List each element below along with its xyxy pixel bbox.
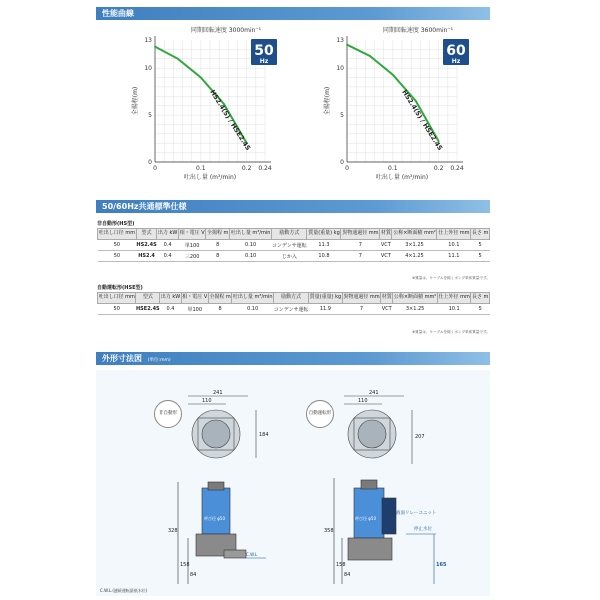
- column-header: 異物通過径 mm: [342, 293, 380, 304]
- dimension-panel: [96, 370, 490, 596]
- column-header: 材質: [380, 229, 392, 240]
- hz-badge-number: 50: [254, 43, 274, 59]
- right-dim-depth: 207: [415, 434, 425, 440]
- x-tick-label: 0.1: [388, 165, 398, 172]
- right-dim-half: 110: [358, 398, 368, 404]
- table-header-row: [98, 293, 490, 304]
- column-header: 公称×断面積 mm²: [393, 293, 438, 304]
- y-tick-label: 0: [148, 159, 152, 166]
- x-tick-label: 0.24: [450, 165, 464, 172]
- column-header: 型式: [136, 293, 160, 304]
- right-top-view: [344, 396, 412, 464]
- hz-badge-unit: Hz: [451, 58, 461, 65]
- cwl-caption: C.W.L.(連続運転最低水位): [100, 588, 148, 593]
- column-header: 異物通過径 mm: [341, 229, 380, 240]
- table-cell: じか入: [272, 251, 307, 262]
- table-cell: 10.1: [437, 304, 470, 315]
- series-point: [392, 74, 394, 76]
- spec-table-hse: [97, 292, 490, 315]
- table-cell: HS2.4: [136, 251, 156, 262]
- table-header-row: [98, 229, 490, 240]
- table-cell: 8: [206, 251, 230, 262]
- badge-auto: 自動運転形: [306, 400, 334, 428]
- table-cell: 0.10: [230, 251, 272, 262]
- x-tick-label: 0.24: [258, 165, 272, 172]
- table-cell: 0.4: [157, 240, 179, 251]
- column-header: 全揚程 m: [206, 229, 230, 240]
- table-cell: HSE2.4S: [136, 304, 160, 315]
- y-tick-label: 5: [340, 112, 344, 120]
- table-cell: VCT: [380, 240, 392, 251]
- hz-badge-unit: Hz: [259, 58, 269, 65]
- table-cell: 50: [98, 304, 136, 315]
- left-top-view: [188, 396, 256, 458]
- spec-table-hs: [97, 228, 490, 262]
- table-cell: 7: [341, 251, 380, 262]
- performance-chart-60hz: [297, 22, 487, 192]
- column-header: 仕上外径 mm: [437, 293, 470, 304]
- left-dim-base: 84: [190, 572, 197, 578]
- table-cell: 0.4: [157, 251, 179, 262]
- x-tick-label: 0.2: [241, 165, 252, 172]
- y-tick-label: 10: [144, 65, 152, 73]
- table-cell: 5: [471, 251, 490, 262]
- left-dim-low: 158: [180, 562, 190, 568]
- badge-non-auto: 非自動形: [154, 400, 182, 428]
- series-label: HS2.4(S) / HSE2.4S: [400, 88, 445, 152]
- column-header: 型式: [136, 229, 156, 240]
- x-axis-label: 吐出し量 (m³/min): [183, 174, 237, 181]
- table-cell: 4×1.25: [392, 251, 437, 262]
- x-tick-label: 0: [153, 165, 157, 172]
- table-cell: 5: [471, 240, 490, 251]
- table-cell: 10.1: [437, 240, 471, 251]
- left-dim-depth: 184: [259, 432, 269, 438]
- column-header: 相・電圧 V: [178, 229, 205, 240]
- series-point: [346, 44, 348, 46]
- table-cell: 8: [206, 240, 230, 251]
- column-header: 励動方式: [274, 293, 309, 304]
- left-dim-height: 328: [168, 528, 178, 534]
- y-axis-label: 全揚程(m): [324, 86, 331, 116]
- section-title: 性能曲線: [102, 9, 134, 18]
- table-row: [98, 304, 490, 315]
- right-dim-low: 158: [336, 562, 346, 568]
- table-cell: 11.9: [309, 304, 343, 315]
- table-cell: コンデンサ運転: [274, 304, 309, 315]
- series-label: HS2.4(S) / HSE2.4S: [208, 88, 253, 152]
- chart-svg-60hz: [297, 22, 487, 192]
- table-cell: 5: [471, 304, 490, 315]
- column-header: 吐出し口径 mm: [98, 293, 136, 304]
- table-cell: コンデンサ運転: [272, 240, 307, 251]
- cwl-marker: C.W.L: [246, 552, 258, 557]
- column-header: 相・電圧 V: [181, 293, 208, 304]
- section-title: 50/60Hz共通標準仕様: [102, 202, 187, 211]
- column-header: 質量(重量) kg: [307, 229, 341, 240]
- table-cell: 3×1.25: [392, 240, 437, 251]
- table-cell: 7: [341, 240, 380, 251]
- right-dim-height: 358: [324, 528, 334, 534]
- column-header: 公称×断面積 mm²: [392, 229, 437, 240]
- left-dim-half: 110: [202, 398, 212, 404]
- table-cell: 8: [208, 304, 232, 315]
- left-dim-width: 241: [213, 390, 223, 396]
- column-header: 材質: [381, 293, 393, 304]
- right-dim-stop: 165: [436, 562, 447, 568]
- table-cell: VCT: [380, 251, 392, 262]
- column-header: 出力 kW: [157, 229, 179, 240]
- section-header-performance: [96, 7, 490, 20]
- performance-chart-50hz: [105, 22, 295, 192]
- y-tick-label: 5: [148, 112, 152, 120]
- table2-title: 自動運転形(HSE型): [97, 285, 143, 291]
- right-dim-bore: 呼び径 φ50: [355, 516, 376, 521]
- right-dim-width: 241: [369, 390, 379, 396]
- table-cell: 11.1: [437, 251, 471, 262]
- column-header: 出力 kW: [160, 293, 182, 304]
- section-title: 外形寸法図: [102, 354, 142, 363]
- chart-svg-50hz: [105, 22, 295, 192]
- table-cell: 50: [98, 251, 137, 262]
- table-row: [98, 240, 490, 251]
- series-point: [200, 77, 202, 79]
- x-tick-label: 0: [345, 165, 349, 172]
- stop-level-label: 停止水位: [414, 527, 432, 532]
- table-cell: 三200: [178, 251, 205, 262]
- column-header: 長さ m: [471, 229, 490, 240]
- y-tick-label: 10: [336, 65, 344, 73]
- series-point: [177, 58, 179, 60]
- table2-note: ※質量は、ケーブルを除くポンプ単体質量です。: [412, 330, 490, 334]
- x-tick-label: 0.1: [196, 165, 206, 172]
- y-tick-label: 13: [336, 37, 344, 44]
- column-header: 全揚程 m: [208, 293, 232, 304]
- table-cell: 10.8: [307, 251, 341, 262]
- table-cell: 3×1.25: [393, 304, 438, 315]
- table1-title: 非自動形(HS型): [97, 221, 135, 227]
- table-cell: 0.10: [232, 304, 274, 315]
- table-cell: 11.3: [307, 240, 341, 251]
- chart-title: 同期回転速度 3600min⁻¹: [382, 27, 453, 34]
- table-cell: 50: [98, 240, 137, 251]
- relay-unit-label: 液面リレーユニット: [396, 511, 437, 516]
- table-cell: 7: [342, 304, 380, 315]
- table-cell: VCT: [381, 304, 393, 315]
- column-header: 励動方式: [272, 229, 307, 240]
- y-axis-label: 全揚程(m): [132, 86, 139, 116]
- column-header: 質量(重量) kg: [309, 293, 343, 304]
- table-cell: HS2.4S: [136, 240, 156, 251]
- table-cell: 単100: [181, 304, 208, 315]
- x-axis-label: 吐出し量 (m³/min): [375, 174, 429, 181]
- y-tick-label: 13: [144, 37, 152, 44]
- series-point: [154, 46, 156, 48]
- column-header: 吐出し口径 mm: [98, 229, 137, 240]
- column-header: 仕上外径 mm: [437, 229, 471, 240]
- series-point: [369, 55, 371, 57]
- section-header-dimensions: [96, 352, 490, 365]
- column-header: 吐出し量 m³/min: [230, 229, 272, 240]
- column-header: 長さ m: [471, 293, 490, 304]
- hz-badge-number: 60: [446, 43, 466, 59]
- table-cell: 0.4: [160, 304, 182, 315]
- chart-title: 同期回転速度 3000min⁻¹: [190, 27, 261, 34]
- table-cell: 単100: [178, 240, 205, 251]
- x-tick-label: 0.2: [433, 165, 444, 172]
- table1-note: ※質量は、ケーブルを除くポンプ単体質量です。: [412, 276, 490, 280]
- section-subtitle: (単位:mm): [147, 358, 171, 363]
- dimension-drawing: [96, 370, 490, 596]
- y-tick-label: 0: [340, 159, 344, 166]
- table-cell: 0.10: [230, 240, 272, 251]
- column-header: 吐出し量 m³/min: [232, 293, 274, 304]
- table-row: [98, 251, 490, 262]
- section-header-spec: [96, 200, 490, 213]
- right-dim-base: 84: [344, 572, 351, 578]
- left-side-view: [178, 482, 266, 584]
- left-dim-bore: 呼び径 φ50: [204, 516, 225, 521]
